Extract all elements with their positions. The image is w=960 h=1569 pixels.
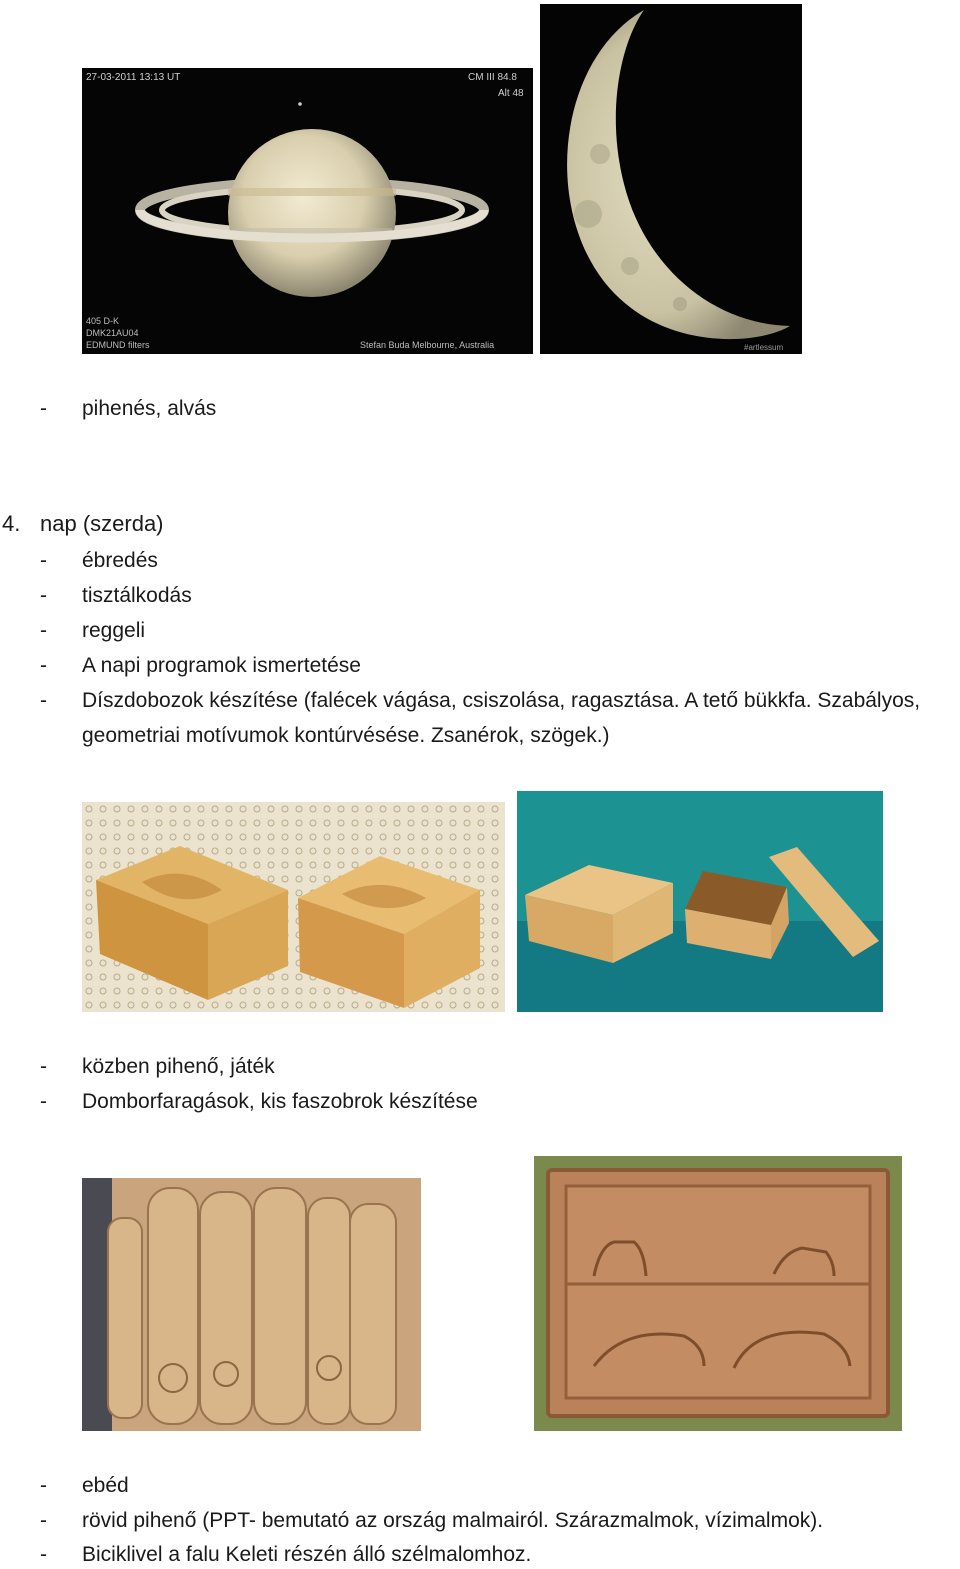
list-text: tisztálkodás	[82, 584, 192, 607]
list-text: Domborfaragások, kis faszobrok készítése	[82, 1090, 478, 1113]
list-dash: -	[40, 397, 47, 420]
moon-watermark: #artlessum	[744, 343, 784, 352]
day-heading-text: nap (szerda)	[40, 511, 164, 536]
list-dash: -	[40, 654, 47, 677]
list-dash: -	[40, 619, 47, 642]
list-dash: -	[40, 549, 47, 572]
saturn-date-overlay: 27-03-2011 13:13 UT	[86, 72, 181, 83]
list-dash: -	[40, 689, 47, 712]
list-text: ébredés	[82, 549, 158, 572]
carved-boxes-photo-2	[517, 791, 883, 1012]
list-text: rövid pihenő (PPT- bemutató az ország malmairól. Szárazmalmok, vízimalmok).	[82, 1509, 824, 1532]
saturn-photo	[82, 68, 533, 354]
moon-photo	[540, 4, 802, 354]
saturn-cm-overlay: CM III 84.8	[468, 72, 517, 83]
list-text: Díszdobozok készítése (falécek vágása, csiszolása, ragasztása. A tető bükkfa. Szabályos,	[82, 689, 921, 712]
saturn-alt-overlay: Alt 48	[498, 88, 524, 99]
list-text: pihenés, alvás	[82, 397, 217, 420]
list-dash: -	[40, 1543, 47, 1566]
list-text: ebéd	[82, 1474, 129, 1497]
saturn-credit-overlay: Stefan Buda Melbourne, Australia	[360, 340, 495, 350]
list-text: Biciklivel a falu Keleti részén álló szélmalomhoz.	[82, 1543, 532, 1566]
list-dash: -	[40, 1090, 47, 1113]
list-dash: -	[40, 1474, 47, 1497]
list-text: geometriai motívumok kontúrvésése. Zsanérok, szögek.)	[82, 724, 610, 747]
day-heading-number: 4.	[2, 511, 21, 536]
carved-boxes-photo-1	[82, 802, 505, 1012]
list-dash: -	[40, 1509, 47, 1532]
saturn-camera-overlay-2: DMK21AU04	[86, 328, 139, 338]
list-text: reggeli	[82, 619, 146, 642]
relief-carving-photo	[534, 1156, 902, 1431]
list-dash: -	[40, 1055, 47, 1078]
list-dash: -	[40, 584, 47, 607]
list-text: közben pihenő, játék	[82, 1055, 275, 1078]
list-text: A napi programok ismertetése	[82, 654, 361, 677]
saturn-camera-overlay-3: EDMUND filters	[86, 340, 150, 350]
saturn-camera-overlay-1: 405 D-K	[86, 316, 120, 326]
wood-figures-photo	[82, 1178, 421, 1431]
